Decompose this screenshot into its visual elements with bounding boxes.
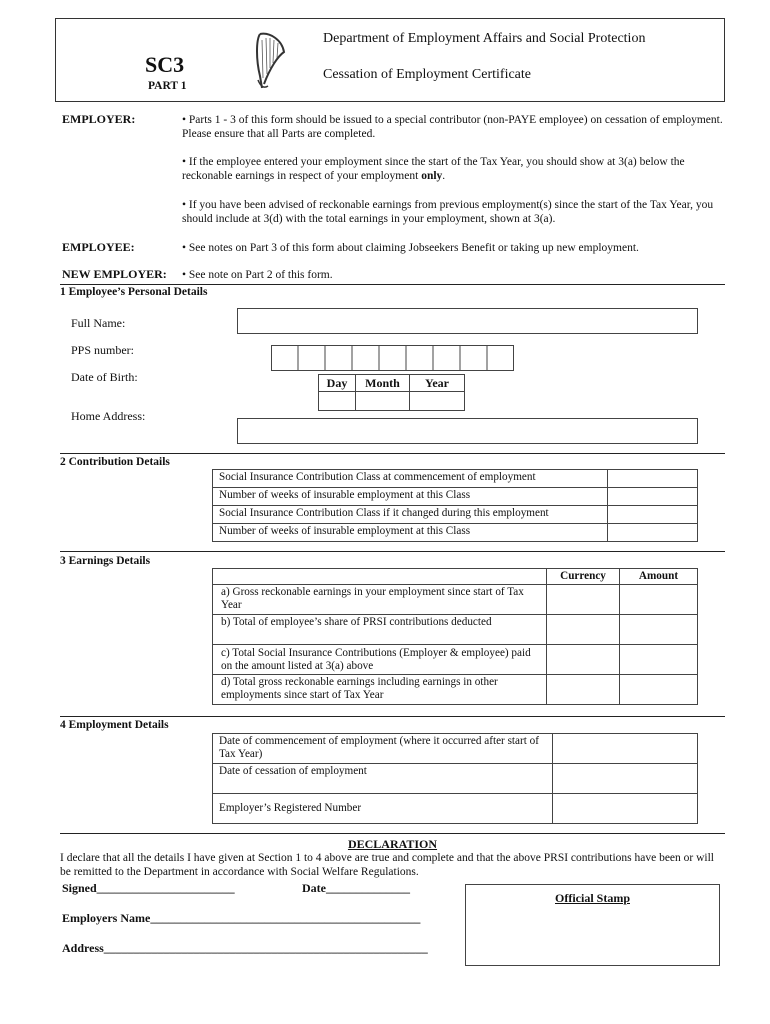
table-row [213, 675, 698, 705]
contribution-row-value[interactable] [608, 506, 698, 524]
employment-row-label: Date of commencement of employment (where it occurred after start of Tax Year) [213, 734, 553, 764]
table-row [213, 506, 698, 524]
department-name: Department of Employment Affairs and Social Protection [323, 31, 646, 46]
employment-row-value[interactable] [553, 794, 698, 824]
employment-row-value[interactable] [553, 734, 698, 764]
table-row [213, 569, 698, 585]
earnings-row-currency[interactable] [547, 585, 620, 615]
earnings-row-amount[interactable] [620, 675, 698, 705]
table-row [213, 764, 698, 794]
declaration-text: I declare that all the details I have given at Section 1 to 4 above are true and complete and that the above PRSI contributions have been or will be remitted to the Department in accordance with Social Welfare Regulations. [60, 852, 715, 878]
earnings-row-label: b) Total of employee’s share of PRSI contributions deducted [213, 615, 547, 645]
contribution-row-label: Social Insurance Contribution Class if it changed during this employment [213, 506, 608, 524]
employer-bullet-3: • If you have been advised of reckonable earnings from previous employment(s) since the start of the Tax Year, you should include at 3(d) with the total earnings in your employment, shown at 3(a). [182, 199, 714, 225]
contribution-table [212, 469, 698, 542]
dob-year-field[interactable] [409, 391, 465, 411]
form-title: Cessation of Employment Certificate [323, 67, 532, 82]
new-employer-bullet: • See note on Part 2 of this form. [182, 269, 333, 281]
earnings-row-amount[interactable] [620, 645, 698, 675]
form-code: SC3 [145, 52, 185, 77]
employee-bullet: • See notes on Part 3 of this form about claiming Jobseekers Benefit or taking up new employment. [182, 242, 639, 254]
date-line[interactable]: Date______________ [302, 881, 410, 895]
earnings-row-currency[interactable] [547, 675, 620, 705]
pps-label: PPS number: [71, 343, 135, 357]
employment-row-value[interactable] [553, 764, 698, 794]
declaration-title: DECLARATION [347, 837, 438, 851]
table-row [213, 645, 698, 675]
section2-title: 2 Contribution Details [60, 456, 170, 468]
home-address-field[interactable] [237, 418, 698, 444]
harp-emblem-icon [252, 30, 288, 92]
home-address-label: Home Address: [71, 409, 146, 423]
employer-bullet-1: • Parts 1 - 3 of this form should be issued to a special contributor (non-PAYE employee) on cessation of employment. Please ensure that all Parts are completed. [182, 114, 723, 140]
employer-bullet-2: • If the employee entered your employment since the start of the Tax Year, you should show at 3(a) below the reckonable earnings in respect of your employment only. [182, 156, 685, 182]
earnings-row-label: a) Gross reckonable earnings in your employment since start of Tax Year [213, 585, 547, 615]
address-line[interactable]: Address______________________________________________________ [62, 941, 428, 955]
earnings-row-amount[interactable] [620, 585, 698, 615]
currency-header: Currency [547, 569, 620, 585]
contribution-row-value[interactable] [608, 470, 698, 488]
section3-title: 3 Earnings Details [60, 555, 151, 567]
dob-label: Date of Birth: [71, 370, 138, 384]
earnings-row-currency[interactable] [547, 645, 620, 675]
dob-day-field[interactable] [318, 391, 356, 411]
signed-line[interactable]: Signed_______________________ [62, 881, 235, 895]
employment-row-label: Date of cessation of employment [213, 764, 553, 794]
form-part: PART 1 [148, 80, 187, 92]
table-row [213, 488, 698, 506]
table-row [213, 585, 698, 615]
employer-label: EMPLOYER: [62, 112, 136, 126]
dob-day-header: Day [318, 374, 356, 392]
contribution-row-value[interactable] [608, 524, 698, 542]
table-row [213, 470, 698, 488]
earnings-row-label: d) Total gross reckonable earnings including earnings in other employments since start of Tax Year [213, 675, 547, 705]
contribution-row-label: Social Insurance Contribution Class at commencement of employment [213, 470, 608, 488]
employee-label: EMPLOYEE: [62, 240, 135, 254]
employment-table [212, 733, 698, 824]
section4-title: 4 Employment Details [60, 719, 169, 731]
dob-month-field[interactable] [355, 391, 410, 411]
table-row [213, 615, 698, 645]
contribution-row-label: Number of weeks of insurable employment at this Class [213, 524, 608, 542]
employers-name-line[interactable]: Employers Name_____________________________________________ [62, 911, 421, 925]
earnings-table [212, 568, 698, 705]
section1-title: 1 Employee’s Personal Details [60, 286, 208, 298]
full-name-field[interactable] [237, 308, 698, 334]
earnings-row-label: c) Total Social Insurance Contributions (Employer & employee) paid on the amount listed at 3(a) above [213, 645, 547, 675]
earnings-row-currency[interactable] [547, 615, 620, 645]
table-row [213, 734, 698, 764]
full-name-label: Full Name: [71, 316, 126, 330]
table-row [213, 524, 698, 542]
dob-year-header: Year [409, 374, 465, 392]
earnings-row-amount[interactable] [620, 615, 698, 645]
pps-number-field[interactable] [271, 345, 514, 371]
dob-month-header: Month [355, 374, 410, 392]
amount-header: Amount [620, 569, 698, 585]
table-row [213, 794, 698, 824]
contribution-row-label: Number of weeks of insurable employment at this Class [213, 488, 608, 506]
contribution-row-value[interactable] [608, 488, 698, 506]
official-stamp-label: Official Stamp [555, 891, 630, 905]
employment-row-label: Employer’s Registered Number [213, 794, 553, 824]
new-employer-label: NEW EMPLOYER: [62, 267, 167, 281]
